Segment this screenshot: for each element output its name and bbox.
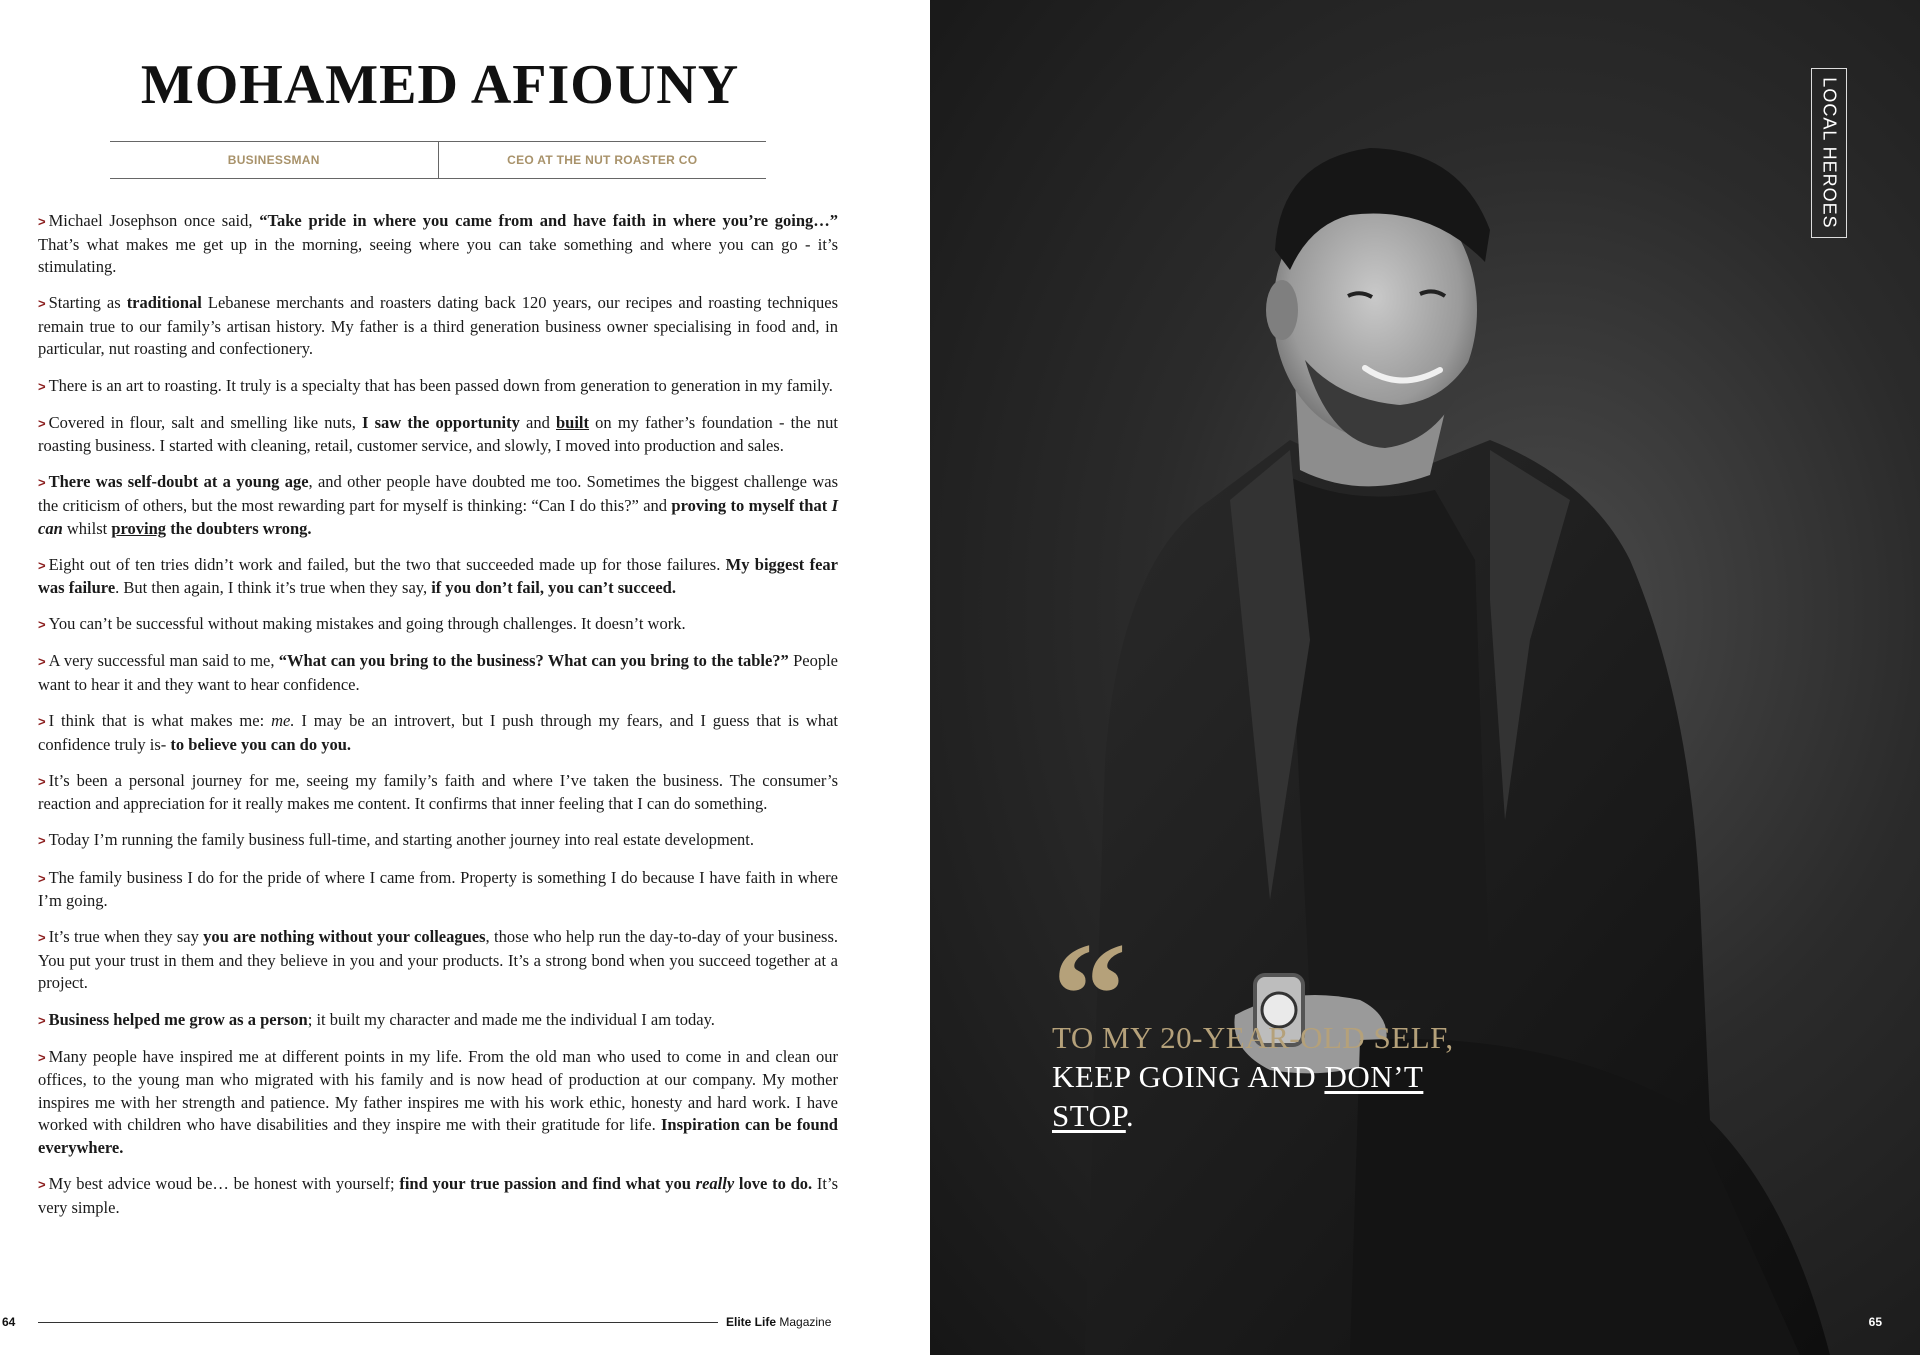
article-paragraph: [38, 710, 838, 756]
text-run: My biggest fear was failure: [38, 554, 838, 598]
text-run: Covered in flour, salt and smelling like nuts,: [48, 412, 363, 432]
article-paragraph: [38, 375, 838, 399]
chevron-right-icon: >: [38, 870, 46, 886]
text-run: I may be an introvert, but I push through my fears, and I guess that is what confidence truly is-: [38, 711, 838, 754]
text-run: I saw the opportunity: [362, 412, 520, 432]
text-run: “Take pride in where you came from and have faith in where you’re going…”: [259, 211, 839, 230]
pull-quote-white: KEEP GOING AND: [1052, 1059, 1325, 1094]
article-body: [38, 210, 838, 1233]
text-run: Starting as: [48, 293, 127, 313]
chevron-right-icon: >: [38, 617, 46, 633]
section-tag: [1811, 68, 1847, 238]
chevron-right-icon: >: [38, 1177, 46, 1193]
article-paragraph: [38, 650, 838, 696]
text-run: traditional: [126, 293, 202, 313]
page-number-left: 64: [2, 1315, 16, 1329]
text-run: There is an art to roasting. It truly is a specialty that has been passed down from generation to generation in my family.: [48, 375, 833, 395]
article-paragraph: [38, 613, 838, 637]
role-bar: [110, 141, 766, 179]
text-run: whilst: [62, 518, 112, 538]
article-paragraph: [38, 471, 838, 540]
page-number-right: 65: [1868, 1315, 1882, 1329]
chevron-right-icon: >: [38, 1049, 46, 1065]
chevron-right-icon: >: [38, 557, 46, 573]
text-run: to believe you can do you.: [170, 734, 352, 754]
chevron-right-icon: >: [38, 654, 46, 670]
text-run: find your true passion and find what you: [399, 1174, 696, 1194]
chevron-right-icon: >: [38, 415, 46, 431]
pull-quote-end: .: [1125, 1098, 1135, 1133]
footer-left: [0, 1312, 840, 1332]
chevron-right-icon: >: [38, 378, 46, 394]
text-run: It’s true when they say: [48, 927, 204, 947]
section-tag-label: LOCAL HEROES: [1819, 77, 1840, 229]
text-run: if you don’t fail, you can’t succeed.: [431, 578, 676, 598]
article-paragraph: [38, 210, 838, 279]
text-run: love to do.: [734, 1174, 813, 1194]
magazine-name: [726, 1315, 831, 1329]
text-run: I think that is what makes me:: [48, 711, 272, 731]
article-paragraph: [38, 867, 838, 913]
article-paragraph: [38, 1009, 838, 1033]
article-paragraph: [38, 412, 838, 458]
role-title: CEO AT THE NUT ROASTER CO: [507, 153, 698, 167]
text-run: proving: [111, 518, 167, 538]
chevron-right-icon: >: [38, 930, 46, 946]
article-paragraph: [38, 292, 838, 361]
text-run: on my father’s foundation - the nut roasting business. I started with cleaning, retail, customer service, and slowly, I moved into production and sales.: [38, 412, 838, 456]
text-run: Inspiration can be found everywhere.: [38, 1115, 838, 1157]
pull-quote-gold: TO MY 20-YEAR-OLD SELF,: [1052, 1020, 1454, 1055]
text-run: “What can you bring to the business? What can you bring to the table?”: [278, 651, 789, 671]
text-run: I can: [38, 495, 838, 538]
text-run: you are nothing without your colleagues: [203, 927, 486, 947]
text-run: Many people have inspired me at different points in my life. From the old man who used to come in and clean our offices, to the young man who migrated with his family and is now head of production at our company. My mother inspires me with her strength and patience. My father inspires me with his work ethic, honesty and hard work. I have worked with children who have disabilities and they inspire me with their gratitude for life.: [38, 1046, 838, 1135]
text-run: You can’t be successful without making mistakes and going through challenges. It doesn’t work.: [48, 614, 686, 634]
text-run: It’s been a personal journey for me, seeing my family’s faith and where I’ve taken the business. The consumer’s reaction and appreciation for it really makes me content. It confirms that inner feeling that I can do something.: [38, 770, 838, 814]
text-run: Business helped me grow as a person: [48, 1009, 308, 1029]
text-run: and: [519, 412, 556, 432]
chevron-right-icon: >: [38, 1012, 46, 1028]
text-run: That’s what makes me get up in the morning, seeing where you can take something and where you can go - it’s stimulating.: [38, 234, 838, 277]
article-paragraph: [38, 926, 838, 995]
chevron-right-icon: >: [38, 773, 46, 789]
article-paragraph: [38, 829, 838, 853]
pull-quote-underlined: DON’T STOP: [1052, 1059, 1424, 1133]
chevron-right-icon: >: [38, 296, 46, 312]
chevron-right-icon: >: [38, 475, 46, 491]
sweater-shape: [1275, 470, 1490, 1000]
text-run: The family business I do for the pride of where I came from. Property is something I do because I have faith in where I’m going.: [38, 867, 838, 911]
text-run: ; it built my character and made me the individual I am today.: [307, 1009, 715, 1029]
text-run: People want to hear it and they want to hear confidence.: [38, 651, 838, 694]
chevron-right-icon: >: [38, 833, 46, 849]
text-run: . But then again, I think it’s true when they say,: [115, 578, 432, 598]
text-run: My best advice woud be… be honest with yourself;: [48, 1174, 400, 1194]
text-run: Michael Josephson once said,: [48, 211, 260, 230]
pull-quote: [1052, 1018, 1472, 1135]
text-run: , those who help run the day-to-day of your business. You put your trust in them and they believe in you and your products. It’s a strong bond when you succeed together at a project.: [38, 927, 839, 993]
portrait-photo: [930, 0, 1920, 1355]
article-paragraph: [38, 770, 838, 816]
text-run: A very successful man said to me,: [48, 651, 279, 671]
text-run: really: [695, 1174, 735, 1194]
ear-shape: [1266, 280, 1298, 340]
left-page: [0, 0, 930, 1355]
quote-mark-icon: “: [1052, 912, 1127, 1078]
footer-rule: [38, 1322, 718, 1323]
text-run: built: [556, 412, 590, 432]
text-run: It’s very simple.: [38, 1174, 838, 1217]
text-run: proving to myself that: [671, 495, 832, 515]
article-paragraph: [38, 554, 838, 600]
text-run: Lebanese merchants and roasters dating back 120 years, our recipes and roasting techniques remain true to our family’s artisan history. My father is a third generation business owner specialising in food and, in particular, nut roasting and confectionery.: [38, 293, 838, 359]
right-page: [930, 0, 1920, 1355]
text-run: the doubters wrong.: [166, 518, 312, 538]
magazine-name-regular: Magazine: [776, 1315, 832, 1329]
chevron-right-icon: >: [38, 714, 46, 730]
text-run: Eight out of ten tries didn’t work and failed, but the two that succeeded made up for those failures.: [48, 554, 726, 574]
article-paragraph: [38, 1173, 838, 1219]
text-run: , and other people have doubted me too. Sometimes the biggest challenge was the criticism of others, but the most rewarding part for myself is thinking: “Can I do this?” and: [38, 472, 838, 515]
article-paragraph: [38, 1046, 838, 1160]
article-headline: MOHAMED AFIOUNY: [140, 54, 740, 116]
magazine-name-bold: Elite Life: [726, 1315, 777, 1329]
role-occupation: BUSINESSMAN: [110, 142, 439, 178]
chevron-right-icon: >: [38, 214, 46, 229]
text-run: Today I’m running the family business full-time, and starting another journey into real estate development.: [48, 830, 755, 850]
text-run: me.: [271, 711, 295, 731]
text-run: There was self-doubt at a young age: [48, 472, 309, 492]
